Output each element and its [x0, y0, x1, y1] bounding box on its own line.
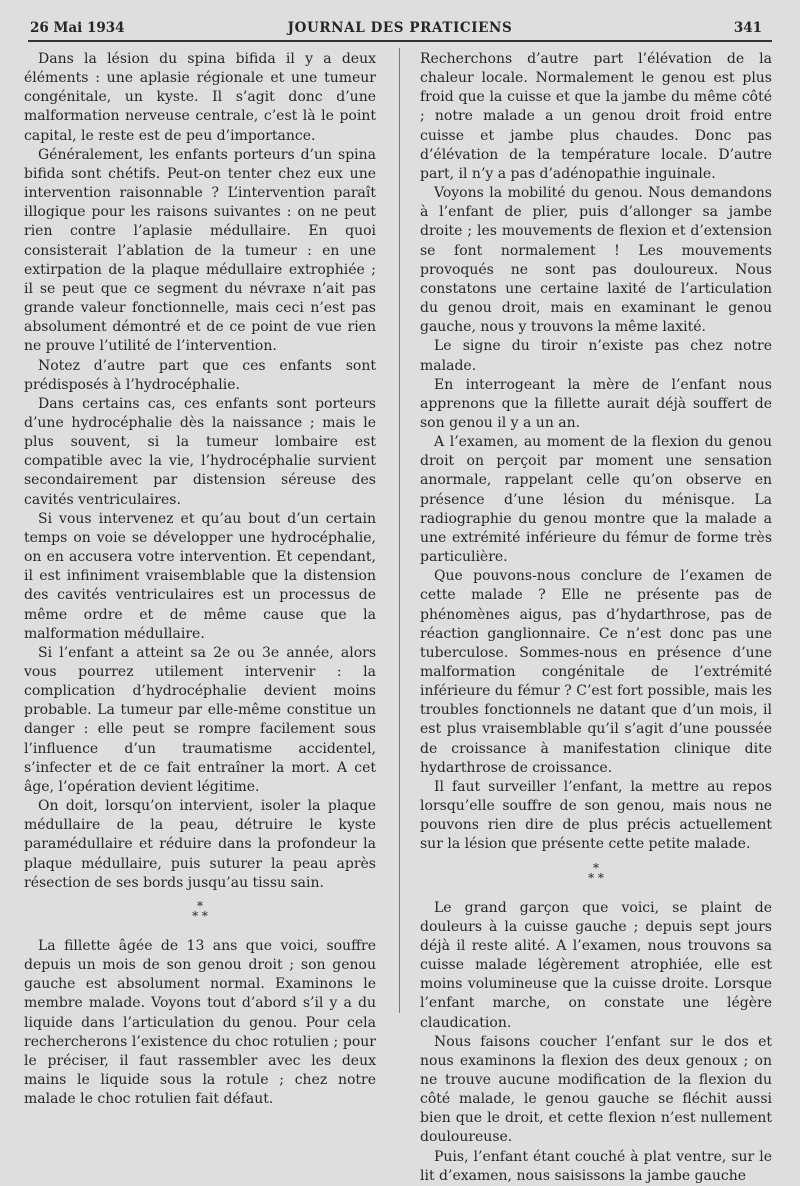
- paragraph: Le signe du tiroir n’existe pas chez notre malade.: [420, 338, 772, 374]
- page-header: [30, 20, 770, 38]
- journal-title: JOURNAL DES PRATICIENS: [287, 20, 513, 36]
- left-column: [24, 50, 376, 1109]
- header-rule: [28, 40, 772, 42]
- paragraph: Si l’enfant a atteint sa 2e ou 3e année, alors vous pourrez utilement intervenir : la complication d’hydrocéphalie devient moins probable. La tumeur par elle-même constitue un danger : elle peut se rompre facilement sous l’influence d’un traumatisme accidentel, s’infecter et de ce fait entraîner la mort. A cet âge, l’opération devient légitime.: [24, 644, 376, 795]
- section-separator: * * *: [192, 898, 208, 923]
- paragraph: Généralement, les enfants porteurs d’un spina bifida sont chétifs. Peut-on tenter chez eux une intervention raisonnable ? L’intervention paraît illogique pour les raisons suivantes : on ne peut rien contre l’aplasie médullaire. En quoi consisterait l’ablation de la tumeur : en une extirpation de la plaque médullaire extrophiée ; il se peut que ce segment du névraxe n’ait pas grande valeur fonctionnelle, mais ceci n’est pas absolument démontré et de ce point de vue rien ne prouve l’utilité de l’intervention.: [24, 146, 376, 355]
- paragraph: Que pouvons-nous conclure de l’examen de cette malade ? Elle ne présente pas de phénomènes aigus, pas d’hydarthrose, pas de réaction ganglionnaire. Ce n’est donc pas une tuberculose. Sommes-nous en présence d’une malformation congénitale de l’extrémité inférieure du fémur ? C’est fort possible, mais les troubles fonctionnels ne datant que d’un mois, il est plus vraisemblable qu’il s’agit d’une poussée de croissance à manifestation clinique dite hydarthrose de croissance.: [420, 568, 772, 776]
- column-divider: [399, 48, 400, 1013]
- paragraph: A l’examen, au moment de la flexion du genou droit on perçoit par moment une sensation anormale, rappelant celle qu’on observe en présence d’une lésion du ménisque. La radiographie du genou montre que la malade a une extrémité inférieure du fémur de forme très particulière.: [420, 434, 772, 566]
- paragraph: Nous faisons coucher l’enfant sur le dos et nous examinons la flexion des deux genoux ; on ne trouve aucune modification de la flexion du côté malade, le genou gauche se fléchit aussi bien que le droit, et cette flexion n’est nullement douloureuse.: [420, 1033, 772, 1146]
- paragraph: Dans certains cas, ces enfants sont porteurs d’une hydrocéphalie dès la naissance ; mais le plus souvent, si la tumeur lombaire est compatible avec la vie, l’hydrocéphalie survient secondairement par distension séreuse des cavités ventriculaires.: [24, 395, 376, 508]
- paragraph: Il faut surveiller l’enfant, la mettre au repos lorsqu’elle souffre de son genou, mais nous ne pouvons rien dire de plus précis actuellement sur la lésion que présente cette petite malade.: [420, 778, 772, 853]
- paragraph: Recherchons d’autre part l’élévation de la chaleur locale. Normalement le genou est plus froid que la cuisse et que la jambe du même côté ; notre malade a un genou droit froid entre cuisse et jambe plus chaudes. Donc pas d’élévation de la température locale. D’autre part, il n’y a pas d’adénopathie inguinale.: [420, 51, 772, 182]
- paragraph: La fillette âgée de 13 ans que voici, souffre depuis un mois de son genou droit ; son genou gauche est absolument normal. Examinons le membre malade. Voyons tout d’abord s’il y a du liquide dans l’articulation du genou. Pour cela rechercherons l’existence du choc rotulien ; pour le préciser, il faut rassembler avec les deux mains le liquide sous la rotule ; chez notre malade le choc rotulien fait défaut.: [24, 937, 376, 1108]
- issue-date: 26 Mai 1934: [30, 20, 125, 36]
- paragraph: On doit, lorsqu’on intervient, isoler la plaque médullaire de la peau, détruire le kyste paramédullaire et réduire dans la profondeur la plaque médullaire, puis suturer la peau après résection de ses bords jusqu’au tissu sain.: [24, 798, 376, 891]
- paragraph: Le grand garçon que voici, se plaint de douleurs à la cuisse gauche ; depuis sept jours déjà il reste alité. A l’examen, nous trouvons sa cuisse malade légèrement atrophiée, elle est moins volumineuse que la cuisse droite. Lorsque l’enfant marche, on constate une légère claudication.: [420, 899, 772, 1031]
- page-number: 341: [733, 20, 762, 36]
- right-column: [420, 50, 772, 1186]
- paragraph: Dans la lésion du spina bifida il y a deux éléments : une aplasie régionale et une tumeur congénitale, un kyste. Il s’agit donc d’une malformation nerveuse centrale, c’est là le point capital, le reste est de peu d’importance.: [24, 51, 376, 144]
- section-separator: * * *: [588, 860, 604, 885]
- paragraph: Si vous intervenez et qu’au bout d’un certain temps on voie se développer une hydrocéphalie, on en accusera votre intervention. Et cependant, il est infiniment vraisemblable que la distension des cavités ventriculaires est un processus de même ordre et de même cause que la malformation médullaire.: [24, 510, 376, 642]
- paragraph: Voyons la mobilité du genou. Nous demandons à l’enfant de plier, puis d’allonger sa jambe droite ; les mouvements de flexion et d’extension se font normalement ! Les mouvements provoqués ne sont pas douloureux. Nous constatons une certaine laxité de l’articulation du genou droit, mais en examinant le genou gauche, nous y trouvons la même laxité.: [420, 185, 772, 336]
- paragraph: Notez d’autre part que ces enfants sont prédisposés à l’hydrocéphalie.: [24, 357, 376, 393]
- paragraph: En interrogeant la mère de l’enfant nous apprenons que la fillette aurait déjà souffert de son genou il y a un an.: [420, 376, 772, 431]
- paragraph: Puis, l’enfant étant couché à plat ventre, sur le lit d’examen, nous saisissons la jambe gauche: [420, 1148, 772, 1184]
